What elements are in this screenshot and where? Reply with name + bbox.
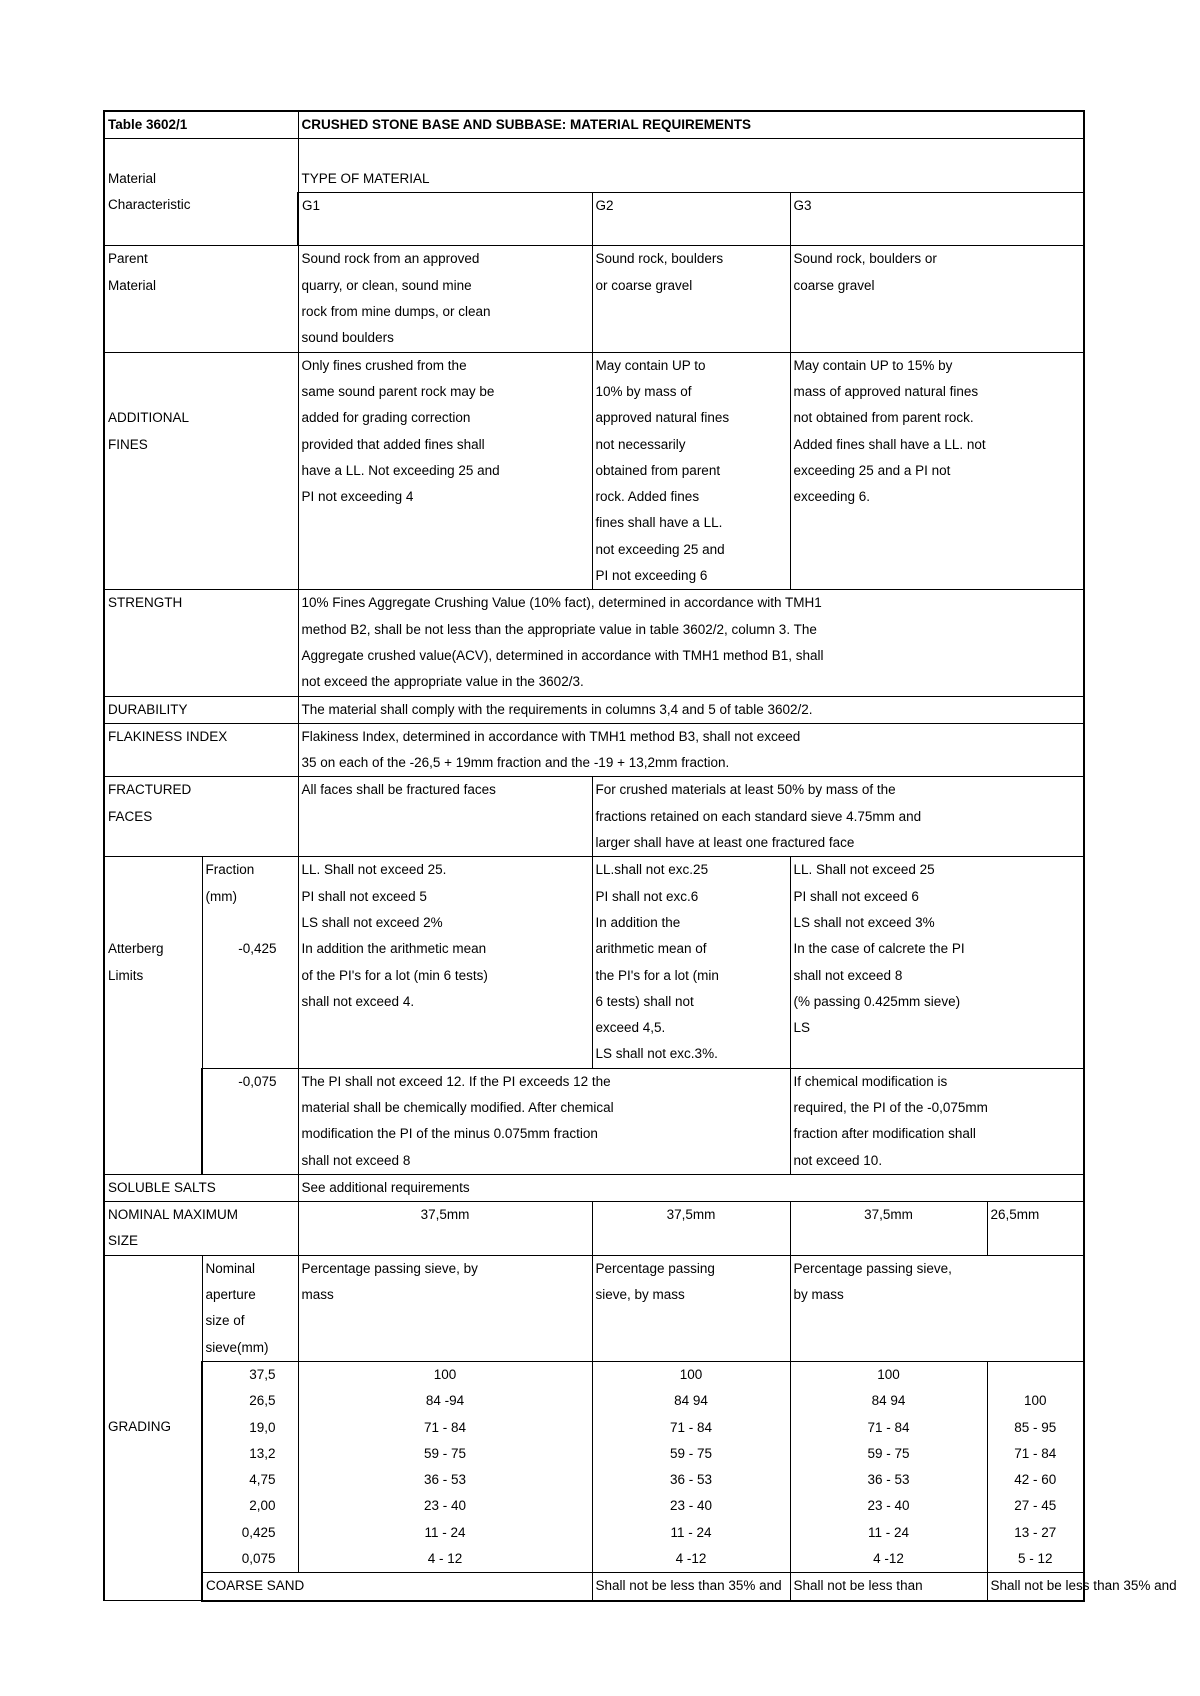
fractured-faces-g1: All faces shall be fractured faces — [298, 777, 592, 857]
parent-material-g2: Sound rock, boulders or coarse gravel — [592, 246, 790, 352]
atterberg-g2: LL.shall not exc.25 PI shall not exc.6 In addition the arithmetic mean of the PI's for a lot (min 6 tests) shall not exceed 4,5. LS shall not exc.3%. — [592, 857, 790, 1068]
grading-sieve-sizes: 37,5 26,5 19,0 13,2 4,75 2,00 0,425 0,075 — [202, 1361, 298, 1572]
parent-material-row — [104, 246, 1084, 352]
nominal-max-size-g2: 37,5mm — [592, 1202, 790, 1256]
table-title: CRUSHED STONE BASE AND SUBBASE: MATERIAL REQUIREMENTS — [298, 111, 1084, 139]
flakiness-label: FLAKINESS INDEX — [104, 723, 298, 777]
nominal-max-size-row — [104, 1202, 1084, 1256]
coarse-sand-g3: Shall not be less than 35% and — [987, 1573, 1084, 1601]
atterberg-fraction-1: Fraction (mm) -0,425 — [202, 857, 298, 1068]
atterberg-g1: LL. Shall not exceed 25. PI shall not exceed 5 LS shall not exceed 2% In addition the arithmetic mean of the PI's for a lot (min 6 tests) shall not exceed 4. — [298, 857, 592, 1068]
coarse-sand-label: COARSE SAND — [202, 1573, 592, 1601]
additional-fines-g2: May contain UP to 10% by mass of approved natural fines not necessarily obtained from parent rock. Added fines fines shall have a LL. not exceeding 25 and PI not exceeding 6 — [592, 352, 790, 590]
grading-g2-header: Percentage passing sieve, by mass — [592, 1255, 790, 1361]
additional-fines-row — [104, 352, 1084, 590]
soluble-salts-row — [104, 1174, 1084, 1201]
coarse-sand-g1: Shall not be less than 35% and — [592, 1573, 790, 1601]
atterberg-row-2 — [104, 1068, 1084, 1174]
coarse-sand-row — [104, 1573, 1084, 1601]
strength-label: STRENGTH — [104, 590, 298, 696]
type-of-material-header: TYPE OF MATERIAL — [298, 139, 1084, 193]
soluble-salts-label: SOLUBLE SALTS — [104, 1174, 298, 1201]
fractured-faces-g2-g3: For crushed materials at least 50% by mass of the fractions retained on each standard sieve 4.75mm and larger shall have at least one fractured face — [592, 777, 1084, 857]
additional-fines-label: ADDITIONAL FINES — [104, 352, 298, 590]
grading-g1-header: Percentage passing sieve, by mass — [298, 1255, 592, 1361]
flakiness-row — [104, 723, 1084, 777]
flakiness-text: Flakiness Index, determined in accordance with TMH1 method B3, shall not exceed 35 on each of the -26,5 + 19mm fraction and the -19 + 13,2mm fraction. — [298, 723, 1084, 777]
parent-material-g3: Sound rock, boulders or coarse gravel — [790, 246, 1084, 352]
atterberg-g3: LL. Shall not exceed 25 PI shall not exceed 6 LS shall not exceed 3% In the case of calcrete the PI shall not exceed 8 (% passing 0.425mm sieve) LS — [790, 857, 1084, 1068]
g1-header: G1 — [298, 192, 592, 246]
soluble-salts-text: See additional requirements — [298, 1174, 1084, 1201]
g3-header: G3 — [790, 192, 1084, 246]
durability-row — [104, 696, 1084, 723]
additional-fines-g1: Only fines crushed from the same sound parent rock may be added for grading correction provided that added fines shall have a LL. Not exceeding 25 and PI not exceeding 4 — [298, 352, 592, 590]
header-row-1 — [104, 139, 1084, 193]
atterberg-label: Atterberg Limits — [104, 857, 202, 1175]
nominal-max-size-g3a: 37,5mm — [790, 1202, 987, 1256]
grading-g1-values: 100 84 -94 71 - 84 59 - 75 36 - 53 23 - 40 11 - 24 4 - 12 — [298, 1361, 592, 1572]
material-requirements-table — [103, 110, 1177, 1602]
strength-text: 10% Fines Aggregate Crushing Value (10% fact), determined in accordance with TMH1 method B2, shall be not less than the appropriate value in table 3602/2, column 3. The Aggregate crushed value(ACV), determined in accordance with TMH1 method B1, shall not exceed the appropriate value in the 3602/3. — [298, 590, 1084, 696]
additional-fines-g3: May contain UP to 15% by mass of approved natural fines not obtained from parent rock. Added fines shall have a LL. not exceeding 25 and a PI not exceeding 6. — [790, 352, 1084, 590]
nominal-max-size-label: NOMINAL MAXIMUM SIZE — [104, 1202, 298, 1256]
fractured-faces-label: FRACTURED FACES — [104, 777, 298, 857]
fractured-faces-row — [104, 777, 1084, 857]
atterberg-g1-g2-fine: The PI shall not exceed 12. If the PI exceeds 12 the material shall be chemically modified. After chemical modification the PI of the minus 0.075mm fraction shall not exceed 8 — [298, 1068, 790, 1174]
grading-g2-values: 100 84 94 71 - 84 59 - 75 36 - 53 23 - 40 11 - 24 4 -12 — [592, 1361, 790, 1572]
durability-label: DURABILITY — [104, 696, 298, 723]
material-characteristic-header: Material Characteristic — [104, 139, 298, 246]
atterberg-row-1 — [104, 857, 1084, 1068]
g2-header: G2 — [592, 192, 790, 246]
parent-material-g1: Sound rock from an approved quarry, or clean, sound mine rock from mine dumps, or clean sound boulders — [298, 246, 592, 352]
atterberg-fraction-2: -0,075 — [202, 1068, 298, 1174]
atterberg-g3-fine: If chemical modification is required, the PI of the -0,075mm fraction after modification shall not exceed 10. — [790, 1068, 1084, 1174]
table-number: Table 3602/1 — [104, 111, 298, 139]
grading-g3-header: Percentage passing sieve, by mass — [790, 1255, 1084, 1361]
table-title-row — [104, 111, 1084, 139]
grading-values-row — [104, 1361, 1084, 1572]
parent-material-label: Parent Material — [104, 246, 298, 352]
nominal-max-size-g1: 37,5mm — [298, 1202, 592, 1256]
grading-label: GRADING — [104, 1255, 202, 1600]
coarse-sand-g2: Shall not be less than — [790, 1573, 987, 1601]
nominal-max-size-g3b: 26,5mm — [987, 1202, 1084, 1256]
grading-g3a-values: 100 84 94 71 - 84 59 - 75 36 - 53 23 - 40 11 - 24 4 -12 — [790, 1361, 987, 1572]
strength-row — [104, 590, 1084, 696]
grading-aperture-label: Nominal aperture size of sieve(mm) — [202, 1255, 298, 1361]
grading-g3b-values: 100 85 - 95 71 - 84 42 - 60 27 - 45 13 - 27 5 - 12 — [987, 1361, 1084, 1572]
grading-header-row — [104, 1255, 1084, 1361]
durability-text: The material shall comply with the requirements in columns 3,4 and 5 of table 3602/2. — [298, 696, 1084, 723]
